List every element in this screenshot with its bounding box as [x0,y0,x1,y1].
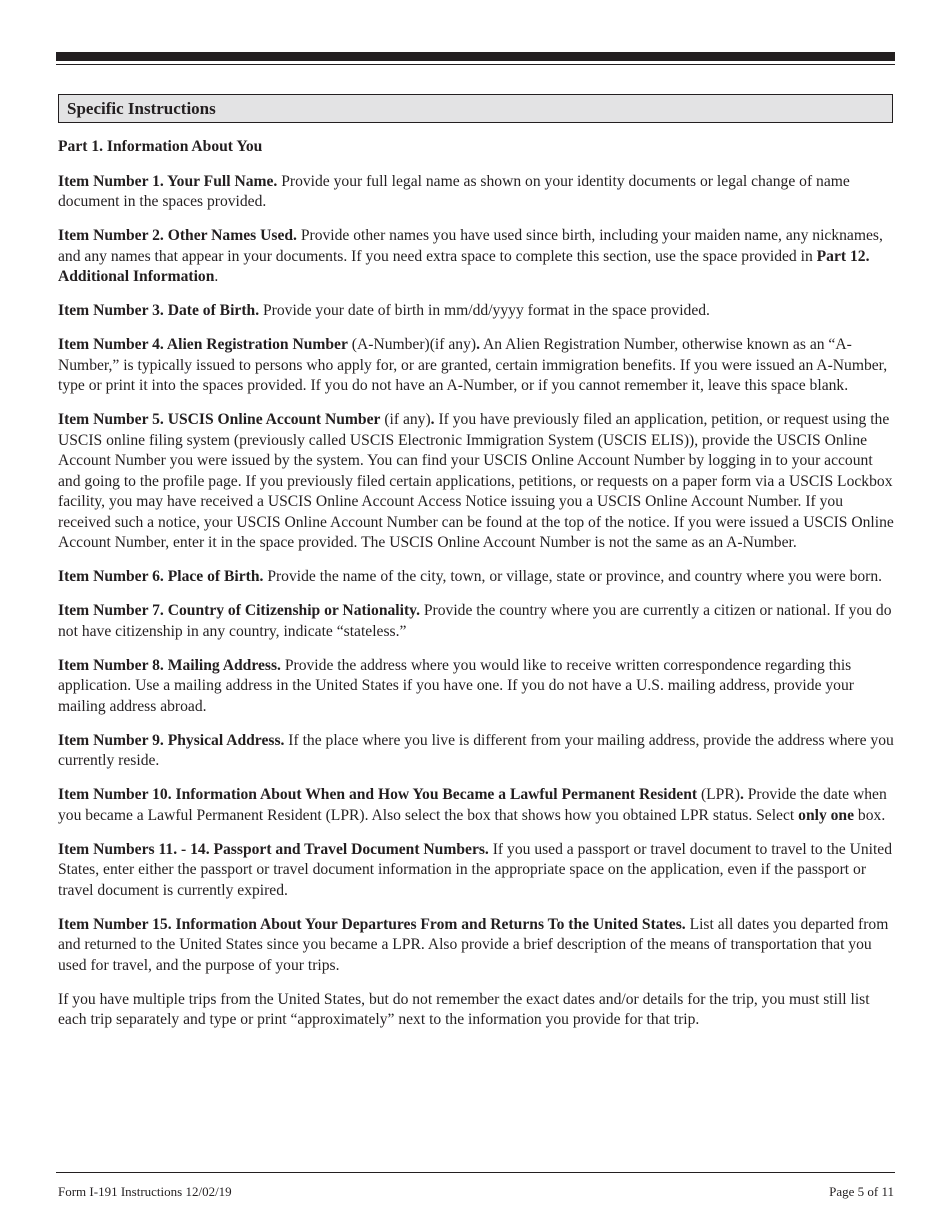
item-tail: box. [854,806,886,824]
item-lead: Item Numbers 11. - 14. Passport and Travel Document Numbers. [58,840,489,858]
item-bold-ref: Part 12. Additional Information [58,247,870,285]
item-qualifier: (LPR) [697,786,740,803]
item-body: If you have previously filed an application, petition, or request using the USCIS online filing system (previously called USCIS Electronic Immigration System (USCIS ELIS)), provide the USCIS Online Account Number you were issued by the system. You can find your USCIS Online Account Number by logging in to your account and going to the profile page. If you previously filed certain applications, petitions, or requests on a paper form via a USCIS Lockbox facility, you may have received a USCIS Online Account Access Notice issuing you a USCIS Online Account Number. If you received such a notice, your USCIS Online Account Number can be found at the top of the notice. If you were issued a USCIS Online Account Number, enter it in the space provided. The USCIS Online Account Number is not the same as an A-Number. [58,411,894,551]
item-lead-punct: . [739,786,744,803]
item-lead: Item Number 8. Mailing Address. [58,656,281,674]
item-bold-emphasis: only one [798,806,855,824]
item-body: Provide your full legal name as shown on your identity documents or legal change of name document in the spaces provided. [58,172,850,210]
item-lead-punct: . [476,336,480,353]
item-tail: . [214,268,219,285]
item-lead: Item Number 5. USCIS Online Account Number [58,411,381,428]
instruction-item-3 [58,301,898,322]
item-lead: Item Number 3. Date of Birth. [58,302,260,319]
instruction-item-6 [58,567,898,588]
item-body: If you have multiple trips from the United States, but do not remember the exact dates and/or details for the trip, you must still list each trip separately and type or print “approximately” next to the information you provide for that trip. [58,990,870,1028]
top-rule-thin [56,64,895,65]
item-body: Provide the name of the city, town, or village, state or province, and country where you were born. [263,568,883,585]
top-rule-thick [56,52,895,61]
item-lead: Item Number 6. Place of Birth. [58,568,264,585]
item-body: If you used a passport or travel document to travel to the United States, enter either the passport or travel document information in the appropriate space on the application, even if the passport or travel document is currently expired. [58,840,893,899]
item-body: Provide other names you have used since birth, including your maiden name, any nicknames, and any names that appear in your documents. If you need extra space to complete this section, use the space provided in [58,227,883,265]
item-lead: Item Number 7. Country of Citizenship or Nationality. [58,602,420,619]
instruction-item-8 [58,656,898,718]
item-qualifier: (A-Number)(if any) [347,336,477,353]
instruction-item-2 [58,226,898,288]
instruction-item-11-14 [58,840,898,902]
footer-form-id: Form I-191 Instructions 12/02/19 [58,1184,232,1199]
item-lead: Item Number 2. Other Names Used. [58,227,297,244]
item-lead-punct: . [430,411,435,428]
part-title: Part 1. Information About You [58,138,263,155]
item-body: Provide the address where you would like to receive written correspondence regarding this application. Use a mailing address in the United States if you have one. If you do not have a U.S. mailing address, provide your mailing address abroad. [58,656,854,715]
item-body: Provide your date of birth in mm/dd/yyyy format in the space provided. [259,302,710,319]
instruction-item-7 [58,601,898,642]
item-lead: Item Number 1. Your Full Name. [58,172,278,190]
instructions-content [58,137,898,1044]
item-body: Provide the date when you became a Lawful Permanent Resident (LPR). Also select the box that shows how you obtained LPR status. Select [58,786,887,824]
item-body: If the place where you live is different from your mailing address, provide the address where you currently reside. [58,731,894,769]
instruction-item-9 [58,731,898,772]
item-qualifier: (if any) [380,411,431,428]
footer-rule [56,1172,895,1173]
item-lead: Item Number 10. Information About When and How You Became a Lawful Permanent Resident [58,786,698,803]
instruction-item-15 [58,915,898,977]
instruction-item-4 [58,335,898,397]
item-lead: Item Number 15. Information About Your Departures From and Returns To the United States. [58,915,686,933]
instruction-item-5 [58,410,898,554]
item-lead: Item Number 4. Alien Registration Number [58,336,348,353]
item-lead: Item Number 9. Physical Address. [58,731,285,749]
instruction-item-1 [58,172,898,213]
item-body: An Alien Registration Number, otherwise known as an “A-Number,” is typically issued to persons who apply for, or are granted, certain immigration benefits. If you were issued an A-Number, type or print it into the spaces provided. If you do not have an A-Number, or if you cannot remember it, leave this space blank. [58,336,888,394]
footer-page-number: Page 5 of 11 [829,1184,894,1199]
instruction-item-15-note [58,990,898,1031]
section-header [58,94,893,123]
item-body: Provide the country where you are currently a citizen or national. If you do not have citizenship in any country, indicate “stateless.” [58,602,892,640]
section-header-title: Specific Instructions [67,99,216,118]
item-body: List all dates you departed from and returned to the United States since you became a LPR. Also provide a brief description of the means of transportation that you used for travel, and the purpose of your trips. [58,915,889,974]
instruction-item-10 [58,785,898,826]
